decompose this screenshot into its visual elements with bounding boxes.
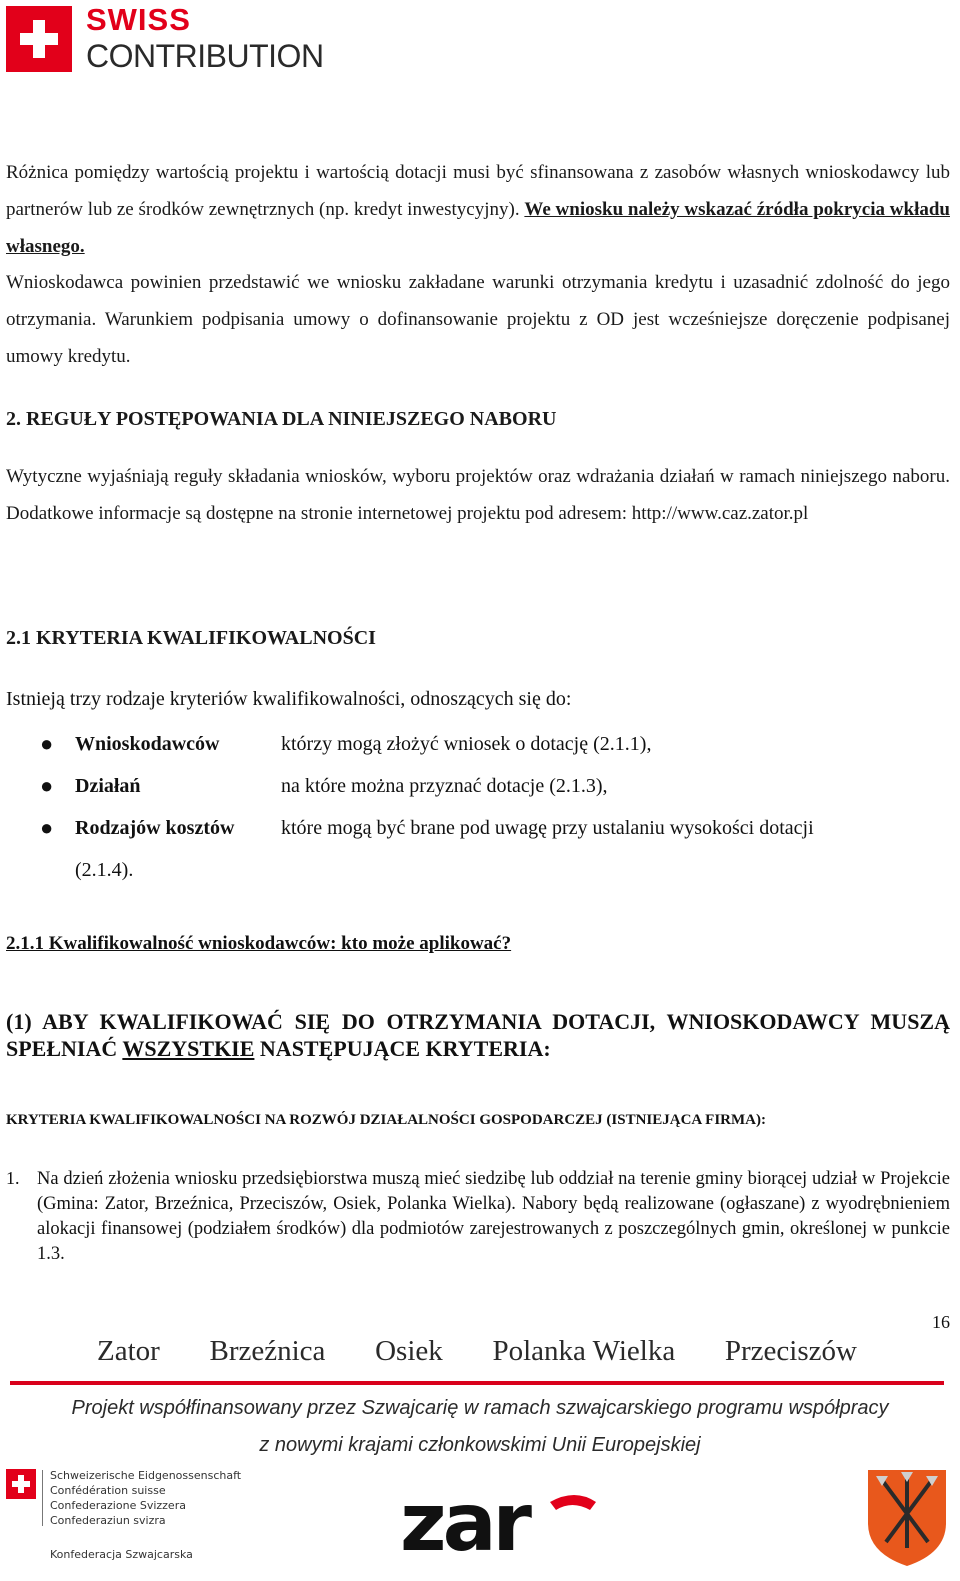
list-item-number: 1. <box>6 1168 20 1188</box>
confederation-name: Schweizerische Eidgenossenschaft <box>50 1469 242 1482</box>
town-name: Polanka Wielka <box>492 1335 676 1367</box>
section-2-1-1-heading: 2.1.1 Kwalifikowalność wnioskodawców: kto może aplikować? <box>6 933 512 954</box>
confederation-name-pl: Konfederacja Szwajcarska <box>50 1548 193 1561</box>
confederation-divider <box>42 1470 43 1526</box>
paragraph-credit-conditions: Wnioskodawca powinien przedstawić we wniosku zakładane warunki otrzymania kredytu i uzasadnić zdolność do jego otrzymania. Warunkiem podpisania umowy o dofinansowanie projektu z OD jest wcześniejsze doręczenie podpisanej umowy kredytu. <box>6 272 950 367</box>
swiss-flag-icon <box>6 1469 36 1499</box>
section-2-heading: 2. REGUŁY POSTĘPOWANIA DLA NINIEJSZEGO NABORU <box>6 408 557 430</box>
section-2-1-heading: 2.1 KRYTERIA KWALIFIKOWALNOŚCI <box>6 627 376 649</box>
logo-text-contribution: CONTRIBUTION <box>86 38 324 74</box>
paragraph-text: Różnica pomiędzy wartością projektu i wartością dotacji musi być sfinansowana z zasobów własnych wnioskodawcy lub partnerów lub ze środków zewnętrznych (np. kredyt inwestycyjny). <box>6 162 950 220</box>
criteria-subheading: KRYTERIA KWALIFIKOWALNOŚCI NA ROZWÓJ DZIAŁALNOŚCI GOSPODARCZEJ (ISTNIEJĄCA FIRMA): <box>6 1112 766 1128</box>
bullet-desc: na które można przyznać dotacje (2.1.3), <box>281 775 608 797</box>
heading-part: NASTĘPUJĄCE KRYTERIA: <box>254 1036 551 1061</box>
section-2-text: Wytyczne wyjaśniają reguły składania wniosków, wyboru projektów oraz wdrażania działań w ramach niniejszego naboru. Dodatkowe informacje są dostępne na stronie internetowej projektu pod adresem: http://www.caz.zator.pl <box>6 466 950 524</box>
bullet-term: Wnioskodawców <box>75 733 220 755</box>
bullet-dot: ● <box>40 815 54 840</box>
bullet-desc: którzy mogą złożyć wniosek o dotację (2.1.1), <box>281 733 652 755</box>
eligibility-requirements-heading <box>6 1008 950 1062</box>
bullet-dot: ● <box>40 731 54 756</box>
bullet-dot: ● <box>40 773 54 798</box>
paragraph-emphasis: We wniosku należy wskazać źródła pokrycia wkładu własnego. <box>6 199 950 257</box>
footer-towns <box>97 1335 857 1368</box>
zar-logo <box>400 1488 600 1563</box>
coat-of-arms-icon <box>866 1468 948 1573</box>
bullet-continuation: (2.1.4). <box>75 859 134 881</box>
footer-cofinance-line1: Projekt współfinansowany przez Szwajcarię w ramach szwajcarskiego programu współpracy <box>71 1397 889 1419</box>
town-name: Osiek <box>375 1335 443 1367</box>
footer-divider <box>10 1381 944 1385</box>
paragraph-own-contribution <box>6 154 950 265</box>
heading-part: (1) ABY KWALIFIKOWAĆ SIĘ DO OTRZYMANIA DOTACJI, WNIOSKODAWCY MUSZĄ SPEŁNIAĆ <box>6 1009 950 1061</box>
page-number: 16 <box>932 1312 950 1332</box>
town-name: Brzeźnica <box>209 1335 326 1367</box>
logo-text-swiss: SWISS <box>86 2 191 37</box>
bullet-desc: które mogą być brane pod uwagę przy ustalaniu wysokości dotacji <box>281 817 814 839</box>
town-name: Zator <box>97 1335 160 1367</box>
zar-logo-text: zar <box>400 1488 528 1558</box>
bullet-term: Działań <box>75 775 141 797</box>
heading-underlined-word: WSZYSTKIE <box>122 1036 255 1061</box>
list-item-text: Na dzień złożenia wniosku przedsiębiorstwa muszą mieć siedzibę lub oddział na terenie gminy biorącej udział w Projekcie (Gmina: Zator, Brzeźnica, Przeciszów, Osiek, Polanka Wielka). Nabory będą realizowane (ogłaszane) z wyodrębnieniem alokacji finansowej (podziałem środków) dla podmiotów zarejestrowanych z poszczególnych gmin, określonej w punkcie 1.3. <box>37 1169 950 1264</box>
footer-cofinance-line2: z nowymi krajami członkowskimi Unii Europejskiej <box>259 1434 701 1456</box>
confederation-name: Confederazione Svizzera <box>50 1499 186 1512</box>
confederation-name: Confédération suisse <box>50 1484 166 1497</box>
swiss-contribution-logo-square <box>6 6 72 72</box>
town-name: Przeciszów <box>724 1335 857 1367</box>
swiss-confederation-names <box>50 1468 241 1528</box>
confederation-name: Confederaziun svizra <box>50 1514 166 1527</box>
bullet-term: Rodzajów kosztów <box>75 817 235 839</box>
section-2-1-intro: Istnieją trzy rodzaje kryteriów kwalifikowalności, odnoszących się do: <box>6 688 572 710</box>
